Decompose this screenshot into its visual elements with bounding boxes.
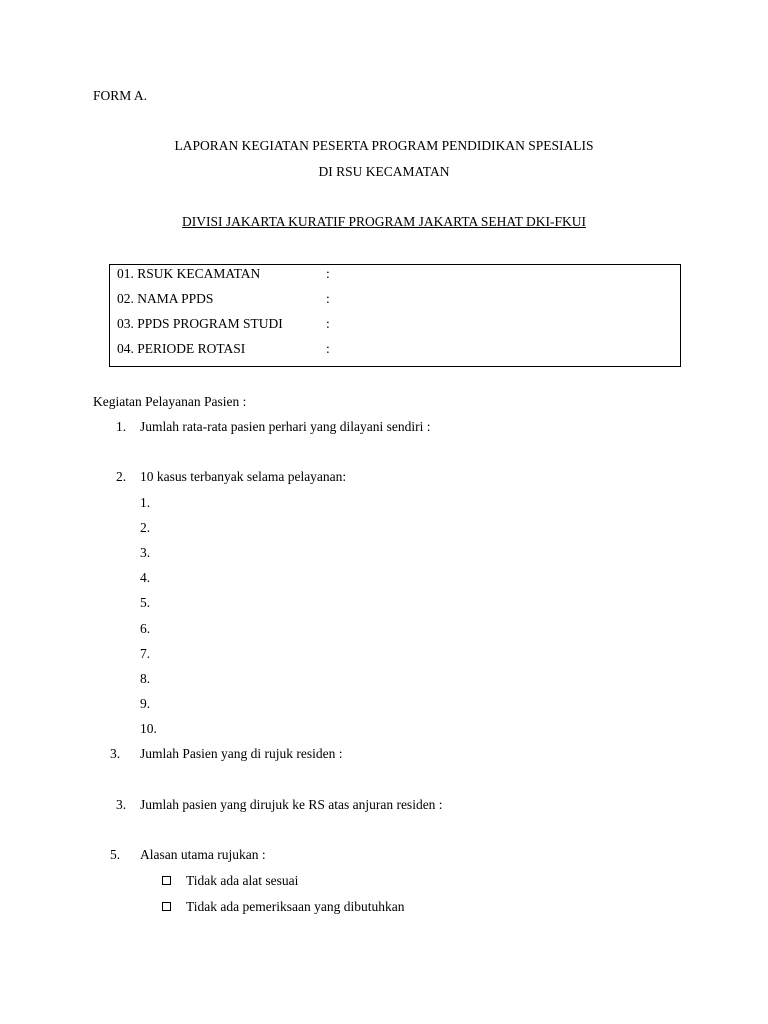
report-title-line1: LAPORAN KEGIATAN PESERTA PROGRAM PENDIDIKAN SPESIALIS: [174, 138, 594, 153]
item-text-avg-patients: Jumlah rata-rata pasien perhari yang dilayani sendiri :: [140, 419, 431, 434]
section-heading: Kegiatan Pelayanan Pasien :: [93, 394, 247, 409]
reason-checkbox-no-equipment[interactable]: [162, 876, 171, 885]
case-list-item: 9.: [140, 696, 151, 711]
report-subtitle: DIVISI JAKARTA KURATIF PROGRAM JAKARTA SEHAT DKI-FKUI: [182, 214, 586, 229]
info-label-rsuk: 01. RSUK KECAMATAN: [117, 266, 261, 281]
info-label-prodi: 03. PPDS PROGRAM STUDI: [117, 316, 283, 331]
case-list-item: 10.: [140, 721, 157, 736]
info-label-periode: 04. PERIODE ROTASI: [117, 341, 246, 356]
case-list-item: 8.: [140, 671, 151, 686]
item-number: 1.: [116, 419, 127, 434]
case-list-item: 2.: [140, 520, 151, 535]
info-colon-nama: :: [326, 291, 330, 306]
reason-label-no-equipment: Tidak ada alat sesuai: [186, 873, 299, 888]
info-colon-periode: :: [326, 341, 330, 356]
case-list-item: 1.: [140, 495, 151, 510]
info-label-nama: 02. NAMA PPDS: [117, 291, 214, 306]
reason-label-no-examination: Tidak ada pemeriksaan yang dibutuhkan: [186, 899, 405, 914]
item-number: 3.: [110, 746, 121, 761]
case-list-item: 5.: [140, 595, 151, 610]
case-list-item: 6.: [140, 621, 151, 636]
case-list-item: 4.: [140, 570, 151, 585]
item-text-referral-reason: Alasan utama rujukan :: [140, 847, 266, 862]
info-colon-rsuk: :: [326, 266, 330, 281]
item-number: 3.: [116, 797, 127, 812]
item-text-top-cases: 10 kasus terbanyak selama pelayanan:: [140, 469, 347, 484]
item-number: 5.: [110, 847, 121, 862]
info-colon-prodi: :: [326, 316, 330, 331]
item-text-referred-by-resident: Jumlah Pasien yang di rujuk residen :: [140, 746, 343, 761]
form-label: FORM A.: [93, 88, 148, 103]
reason-checkbox-no-examination[interactable]: [162, 902, 171, 911]
item-number: 2.: [116, 469, 127, 484]
report-title-line2: DI RSU KECAMATAN: [318, 164, 450, 179]
case-list-item: 7.: [140, 646, 151, 661]
case-list-item: 3.: [140, 545, 151, 560]
item-text-referred-to-hospital: Jumlah pasien yang dirujuk ke RS atas anjuran residen :: [140, 797, 443, 812]
